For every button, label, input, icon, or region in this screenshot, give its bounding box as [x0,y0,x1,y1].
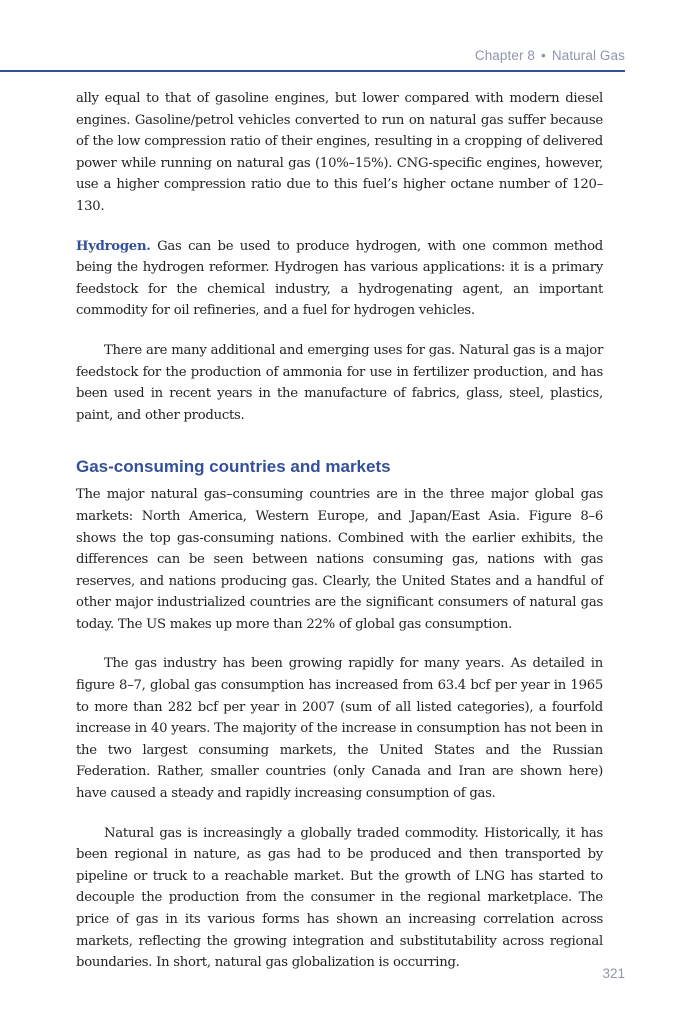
page-body [76,88,603,974]
paragraph-hydrogen [76,236,603,322]
hydrogen-run-in-heading: Hydrogen. [76,238,151,254]
paragraph-engines: ally equal to that of gasoline engines, but lower compared with modern diesel engines. Gasoline/petrol vehicles converted to run on natural gas suffer because of the low compression ratio of their engines, resulting in a cropping of delivered power while running on natural gas (10%–15%). CNG-specific engines, however, use a higher compression ratio due to this fuel’s higher octane number of 120–130. [76,91,603,214]
paragraph-consuming-countries: The major natural gas–consuming countries are in the three major global gas markets: North America, Western Europe, and Japan/East Asia. Figure 8–6 shows the top gas-consuming nations. Combined with the earlier exhibits, the differences can be seen between nations consuming gas, nations with gas reserves, and nations producing gas. Clearly, the United States and a handful of other major industrialized countries are the significant consumers of natural gas today. The US makes up more than 22% of global gas consumption. [76,487,603,632]
section-heading: Gas-consuming countries and markets [76,457,391,477]
header-rule [0,70,625,72]
paragraph-globalization: Natural gas is increasingly a globally traded commodity. Historically, it has been regional in nature, as gas had to be produced and then transported by pipeline or truck to a reachable market. But the growth of LNG has started to decouple the production from the consumer in the regional marketplace. The price of gas in its various forms has shown an increasing correlation across markets, reflecting the growing integration and substitutability across regional boundaries. In short, natural gas globalization is occurring. [76,825,603,971]
hydrogen-text: Gas can be used to produce hydrogen, with one common method being the hydrogen reformer. Hydrogen has various applications: it is a primary feedstock for the chemical industry, a hydrogenating agent, an important commodity for oil refineries, and a fuel for hydrogen vehicles. [76,238,603,319]
page-number: 321 [602,966,625,981]
paragraph-other-uses: There are many additional and emerging uses for gas. Natural gas is a major feedstock for the production of ammonia for use in fertilizer production, and has been used in recent years in the manufacture of fabrics, glass, steel, plastics, paint, and other products. [76,342,603,423]
paragraph-growth: The gas industry has been growing rapidly for many years. As detailed in figure 8–7, global gas consumption has increased from 63.4 bcf per year in 1965 to more than 282 bcf per year in 2007 (sum of all listed categories), a fourfold increase in 40 years. The majority of the increase in consumption has not been in the two largest consuming markets, the United States and the Russian Federation. Rather, smaller countries (only Canada and Iran are shown here) have caused a steady and rapidly increasing consumption of gas. [76,656,603,802]
running-head [475,48,625,63]
chapter-title: Natural Gas [551,48,625,63]
chapter-label: Chapter 8 [474,48,536,63]
header-separator: • [541,48,546,63]
